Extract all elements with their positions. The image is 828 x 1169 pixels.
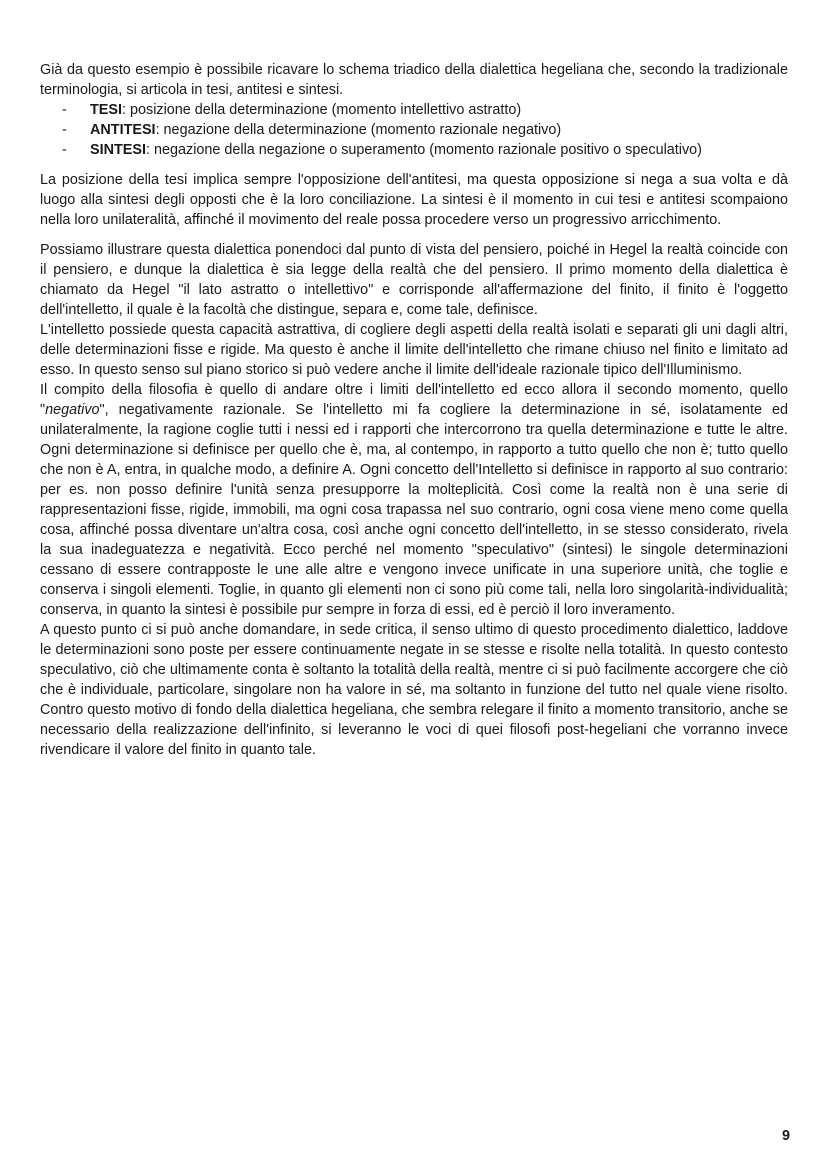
definition-sintesi: : negazione della negazione o superamento (momento razionale positivo o speculativo) — [145, 142, 702, 158]
list-item-antitesi — [40, 120, 788, 140]
illustrate-paragraph: Possiamo illustrare questa dialettica ponendoci dal punto di vista del pensiero, poiché in Hegel la realtà coincide con il pensiero, e dunque la dialettica è sia legge della realtà che del pensiero. Il primo momento della dialettica è chiamato da Hegel "il lato astratto o intellettivo" e corrisponde all'affermazione del finito, il finito è l'oggetto dell'intelletto, il quale è la facoltà che distingue, separa e, come tale, definisce. — [40, 242, 788, 318]
term-antitesi: ANTITESI — [90, 122, 156, 138]
intro-paragraph: Già da questo esempio è possibile ricavare lo schema triadico della dialettica hegeliana che, secondo la tradizionale terminologia, si articola in tesi, antitesi e sintesi. — [40, 62, 788, 98]
task-paragraph — [40, 380, 788, 620]
critical-paragraph: A questo punto ci si può anche domandare, in sede critica, il senso ultimo di questo procedimento dialettico, laddove le determinazioni sono poste per essere continuamente negate in se stesse e risolte nella totalità. In questo contesto speculativo, ciò che ultimamente conta è soltanto la totalità della realtà, mentre ci si può facilmente accorgere che ciò che è individuale, particolare, singolare non ha valore in sé, ma soltanto in funzione del tutto nel quale viene risolto. Contro questo motivo di fondo della dialettica hegeliana, che sembra relegare il finito a momento transitorio, anche se necessario della realizzazione dell'infinito, si leveranno le voci di quei filosofi post-hegeliani che vorranno invece rivendicare il valore del finito in quanto tale. — [40, 622, 788, 758]
term-sintesi: SINTESI — [90, 142, 146, 158]
page-number: 9 — [781, 1128, 790, 1144]
task-text-end: ", negativamente razionale. Se l'intelletto mi fa cogliere la determinazione in sé, isolatamente ed unilateralmente, la ragione coglie tutti i nessi ed i rapporti che intercorrono tra quella determinazione e tutte le altre. Ogni determinazione si definisce per quello che è, ma, al contempo, in rapporto a tutto quello che non è; tutto quello che non è A, entra, in qualche modo, a definire A. Ogni concetto dell'Intelletto si definisce in rapporto al suo contrario: per es. non posso definire l'unità senza presupporre la molteplicità. Così come la realtà non è una serie di rappresentazioni fisse, rigide, immobili, ma ogni cosa trapassa nel suo contrario, ogni cosa viene meno come quella cosa, affinché possa diventare un'altra cosa, così anche ogni concetto dell'intelletto, in se stesso considerato, rivela la sua inadeguatezza e negatività. Ecco perché nel momento "speculativo" (sintesi) le singole determinazioni cessano di essere contrapposte le une alle altre e vengono invece unificate in una superiore unità, che toglie e conserva i singoli elementi. Toglie, in quanto gli elementi non ci sono più come tali, nella loro singolarità-individualità; conserva, in quanto la sintesi è possibile pur sempre in forza di essi, ed è perciò il loro inveramento. — [40, 402, 788, 618]
triad-list — [40, 100, 788, 160]
definition-tesi: : posizione della determinazione (momento intellettivo astratto) — [122, 102, 522, 118]
position-paragraph: La posizione della tesi implica sempre l'opposizione dell'antitesi, ma questa opposizione si nega a sua volta e dà luogo alla sintesi degli opposti che è la loro conciliazione. La sintesi è il momento in cui tesi e antitesi scompaiono nella loro unilateralità, affinché il movimento del reale possa procedere verso un progressivo arricchimento. — [40, 172, 788, 228]
document-body — [40, 60, 788, 760]
term-tesi: TESI — [90, 102, 122, 118]
list-item-sintesi — [40, 140, 788, 160]
list-item-tesi — [40, 100, 788, 120]
definition-antitesi: : negazione della determinazione (momento razionale negativo) — [155, 122, 562, 138]
negativo-emphasis: negativo — [45, 402, 100, 418]
intellect-paragraph: L'intelletto possiede questa capacità astrattiva, di cogliere degli aspetti della realtà isolati e separati gli uni dagli altri, delle determinazioni fisse e rigide. Ma questo è anche il limite dell'intelletto che rimane chiuso nel finito e limitato ad esso. In questo senso sul piano storico si può vedere anche il limite dell'ideale razionale tipico dell'Illuminismo. — [40, 322, 788, 378]
task-text-start: Il compito della filosofia è quello di andare oltre i limiti dell'intelletto ed ecco allora il secondo momento, quello " — [40, 382, 788, 418]
